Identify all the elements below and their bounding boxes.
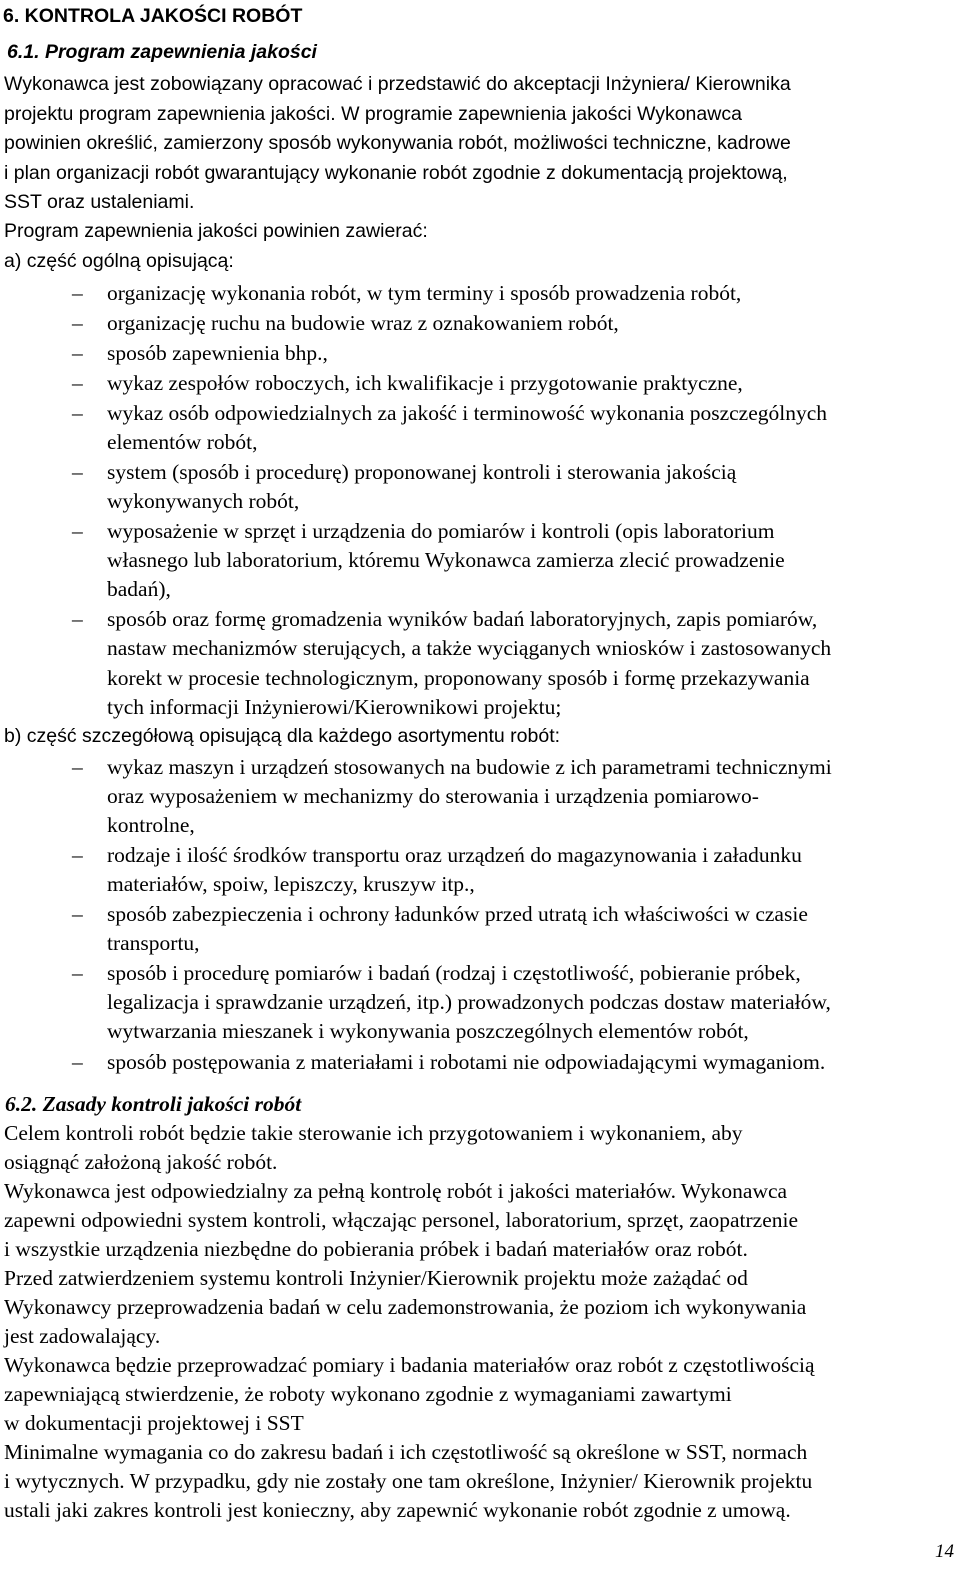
list-item-continuation: badań), [107, 577, 171, 601]
dash-bullet: – [72, 902, 83, 926]
list-item: sposób zabezpieczenia i ochrony ładunków przed utratą ich właściwości w czasie [107, 902, 808, 926]
paragraph-line: SST oraz ustaleniami. [4, 191, 195, 213]
subsection-heading-6-1 [7, 43, 317, 63]
paragraph-line: zapewni odpowiedni system kontroli, włączając personel, laboratorium, sprzęt, zaopatrzenie [4, 1208, 799, 1232]
dash-bullet: – [72, 371, 83, 395]
paragraph-line: osiągnąć założoną jakość robót. [4, 1150, 278, 1174]
paragraph-line: Wykonawca będzie przeprowadzać pomiary i badania materiałów oraz robót z częstotliwością [4, 1353, 815, 1377]
dash-bullet: – [72, 519, 83, 543]
paragraph-line: Wykonawca jest odpowiedzialny za pełną kontrolę robót i jakości materiałów. Wykonawca [4, 1179, 788, 1203]
list-item: sposób i procedurę pomiarów i badań (rodzaj i częstotliwość, pobieranie próbek, [107, 961, 801, 985]
subsection-title: Program zapewnienia jakości [44, 41, 317, 63]
subsection-number: 6.1. [7, 41, 40, 63]
paragraph-line: i wszystkie urządzenia niezbędne do pobierania próbek i badań materiałów oraz robót. [4, 1237, 748, 1261]
list-item: wykaz zespołów roboczych, ich kwalifikacje i przygotowanie praktyczne, [107, 371, 743, 395]
paragraph-line: i plan organizacji robót gwarantujący wykonanie robót zgodnie z dokumentacją projektową, [4, 162, 788, 184]
list-item-continuation: transportu, [107, 931, 200, 955]
dash-bullet: – [72, 341, 83, 365]
paragraph-line: jest zadowalający. [4, 1324, 161, 1348]
list-item: organizację ruchu na budowie wraz z oznakowaniem robót, [107, 311, 619, 335]
paragraph-line: Wykonawca jest zobowiązany opracować i przedstawić do akceptacji Inżyniera/ Kierownika [4, 73, 791, 95]
list-item-continuation: kontrolne, [107, 813, 195, 837]
list-item-continuation: nastaw mechanizmów sterujących, a także wyciąganych wniosków i zastosowanych [107, 636, 832, 660]
part-b-label: b) część szczegółową opisującą dla każdego asortymentu robót: [4, 725, 561, 747]
dash-bullet: – [72, 401, 83, 425]
list-item: system (sposób i procedurę) proponowanej kontroli i sterowania jakością [107, 460, 737, 484]
list-item: rodzaje i ilość środków transportu oraz urządzeń do magazynowania i załadunku [107, 843, 802, 867]
list-item-continuation: oraz wyposażeniem w mechanizmy do sterowania i urządzenia pomiarowo- [107, 784, 759, 808]
paragraph-line: Przed zatwierdzeniem systemu kontroli Inżynier/Kierownik projektu może zażądać od [4, 1266, 748, 1290]
list-item-continuation: wytwarzania mieszanek i wykonywania poszczególnych elementów robót, [107, 1019, 749, 1043]
page-number: 14 [935, 1541, 954, 1562]
subsection-title: Zasady kontroli jakości robót [42, 1092, 302, 1116]
subsection-heading-6-2 [5, 1094, 301, 1116]
dash-bullet: – [72, 311, 83, 335]
list-item: wykaz osób odpowiedzialnych za jakość i terminowość wykonania poszczególnych [107, 401, 828, 425]
list-item-continuation: własnego lub laboratorium, któremu Wykonawca zamierza zlecić prowadzenie [107, 548, 785, 572]
paragraph-line: w dokumentacji projektowej i SST [4, 1411, 304, 1435]
dash-bullet: – [72, 961, 83, 985]
paragraph-line: projektu program zapewnienia jakości. W programie zapewnienia jakości Wykonawca [4, 103, 742, 125]
paragraph-line: Minimalne wymagania co do zakresu badań i ich częstotliwość są określone w SST, normach [4, 1440, 808, 1464]
list-item-continuation: materiałów, spoiw, lepiszczy, kruszyw itp., [107, 872, 475, 896]
dash-bullet: – [72, 281, 83, 305]
list-item: wyposażenie w sprzęt i urządzenia do pomiarów i kontroli (opis laboratorium [107, 519, 775, 543]
list-item-continuation: legalizacja i sprawdzanie urządzeń, itp.) prowadzonych podczas dostaw materiałów, [107, 990, 831, 1014]
list-intro: Program zapewnienia jakości powinien zawierać: [4, 220, 428, 242]
list-item: sposób zapewnienia bhp., [107, 341, 328, 365]
part-a-label: a) część ogólną opisującą: [4, 250, 234, 272]
list-item-continuation: wykonywanych robót, [107, 489, 300, 513]
dash-bullet: – [72, 1050, 83, 1074]
section-heading: 6. KONTROLA JAKOŚCI ROBÓT [3, 5, 303, 27]
list-item: wykaz maszyn i urządzeń stosowanych na budowie z ich parametrami technicznymi [107, 755, 832, 779]
dash-bullet: – [72, 843, 83, 867]
subsection-number: 6.2. [5, 1092, 38, 1116]
dash-bullet: – [72, 755, 83, 779]
list-item-continuation: korekt w procesie technologicznym, proponowany sposób i formę przekazywania [107, 666, 810, 690]
list-item-continuation: tych informacji Inżynierowi/Kierownikowi projektu; [107, 695, 562, 719]
paragraph-line: ustali jaki zakres kontroli jest konieczny, aby zapewnić wykonanie robót zgodnie z umową. [4, 1498, 791, 1522]
paragraph-line: zapewniającą stwierdzenie, że roboty wykonano zgodnie z wymaganiami zawartymi [4, 1382, 732, 1406]
list-item: organizację wykonania robót, w tym terminy i sposób prowadzenia robót, [107, 281, 742, 305]
paragraph-line: powinien określić, zamierzony sposób wykonywania robót, możliwości techniczne, kadrowe [4, 132, 791, 154]
paragraph-line: Wykonawcy przeprowadzenia badań w celu zademonstrowania, że poziom ich wykonywania [4, 1295, 807, 1319]
list-item: sposób postępowania z materiałami i robotami nie odpowiadającymi wymaganiom. [107, 1050, 826, 1074]
paragraph-line: Celem kontroli robót będzie takie sterowanie ich przygotowaniem i wykonaniem, aby [4, 1121, 743, 1145]
paragraph-line: i wytycznych. W przypadku, gdy nie zostały one tam określone, Inżynier/ Kierownik projektu [4, 1469, 813, 1493]
list-item: sposób oraz formę gromadzenia wyników badań laboratoryjnych, zapis pomiarów, [107, 607, 818, 631]
dash-bullet: – [72, 607, 83, 631]
list-item-continuation: elementów robót, [107, 430, 258, 454]
dash-bullet: – [72, 460, 83, 484]
